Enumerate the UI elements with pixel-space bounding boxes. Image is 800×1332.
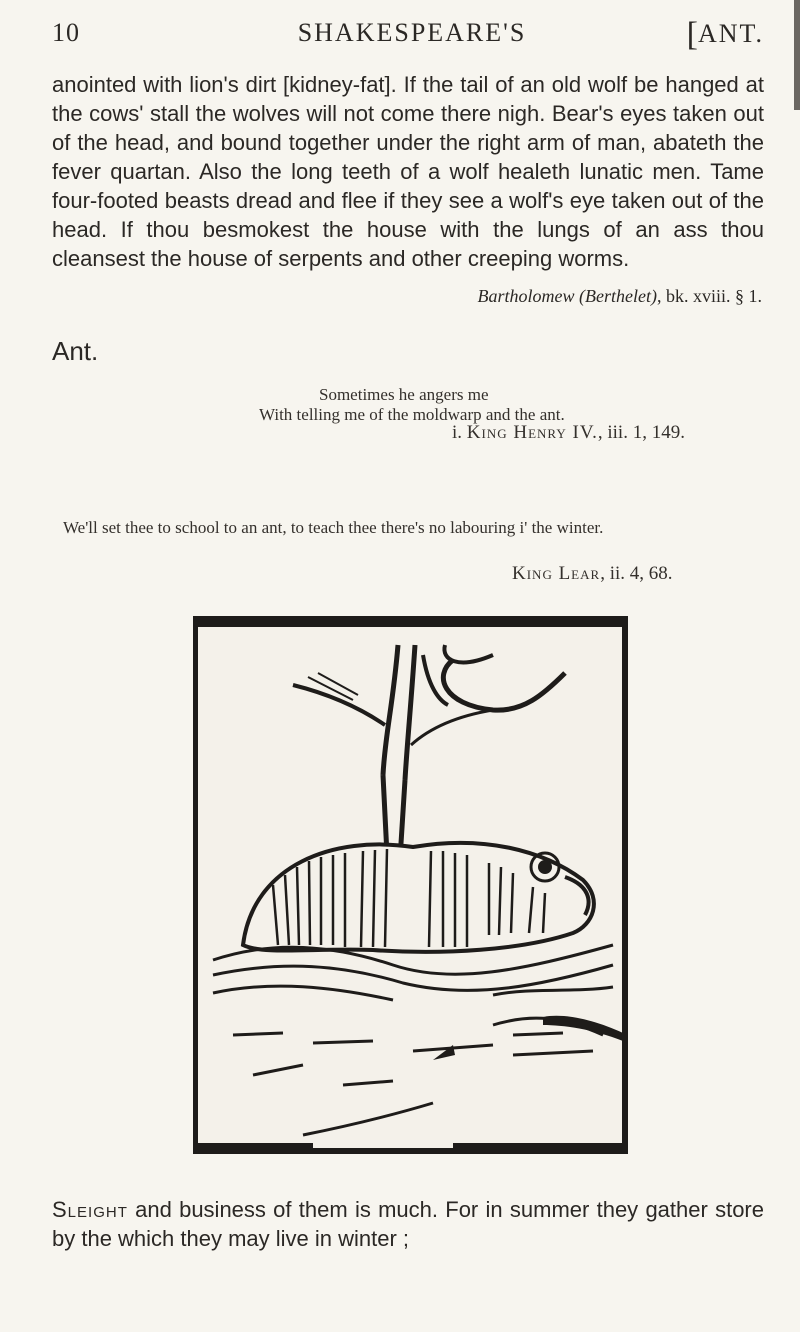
quote1-line2: With telling me of the moldwarp and the ant. [259, 405, 565, 424]
page-number: 10 [52, 18, 80, 47]
paragraph-sleight [52, 1195, 764, 1253]
quote1-line1: Sometimes he angers me [319, 385, 489, 404]
ant-woodcut-illustration [193, 615, 633, 1155]
quote1-source: i. King Henry IV., iii. 1, 149. [452, 422, 685, 443]
running-header [52, 14, 772, 54]
paragraph-rest: and business of them is much. For in summer they gather store by the which they may live in winter ; [52, 1197, 764, 1251]
running-title: SHAKESPEARE'S [297, 18, 527, 47]
paragraph-bartholomew: anointed with lion's dirt [kidney-fat]. If the tail of an old wolf be hanged at the cows' stall the wolves will not come there nigh. Bear's eyes taken out of the head, and bound together under the right arm of man, abateth the fever quartan. Also the long teeth of a wolf healeth lunatic men. Tame four-footed beasts dread and flee if they see a wolf's eye taken out of the head. If thou besmokest the house with the lungs of an ass thou cleansest the house of serpents and other creeping worms. [52, 72, 764, 271]
section-heading: Ant. [52, 336, 99, 366]
quote2-source: King Lear, ii. 4, 68. [512, 563, 673, 584]
page-edge-shadow [794, 0, 800, 110]
section-keyword: [ANT. [686, 16, 764, 53]
citation-bartholomew [478, 286, 762, 307]
citation-author: Bartholomew [477, 286, 575, 306]
citation-translator: (Berthelet) [579, 286, 657, 306]
quote2-text: We'll set thee to school to an ant, to teach thee there's no labouring i' the winter. [63, 518, 604, 537]
citation-ref: , bk. xviii. § 1. [656, 286, 762, 306]
paragraph-first-word: Sleight [52, 1197, 128, 1222]
